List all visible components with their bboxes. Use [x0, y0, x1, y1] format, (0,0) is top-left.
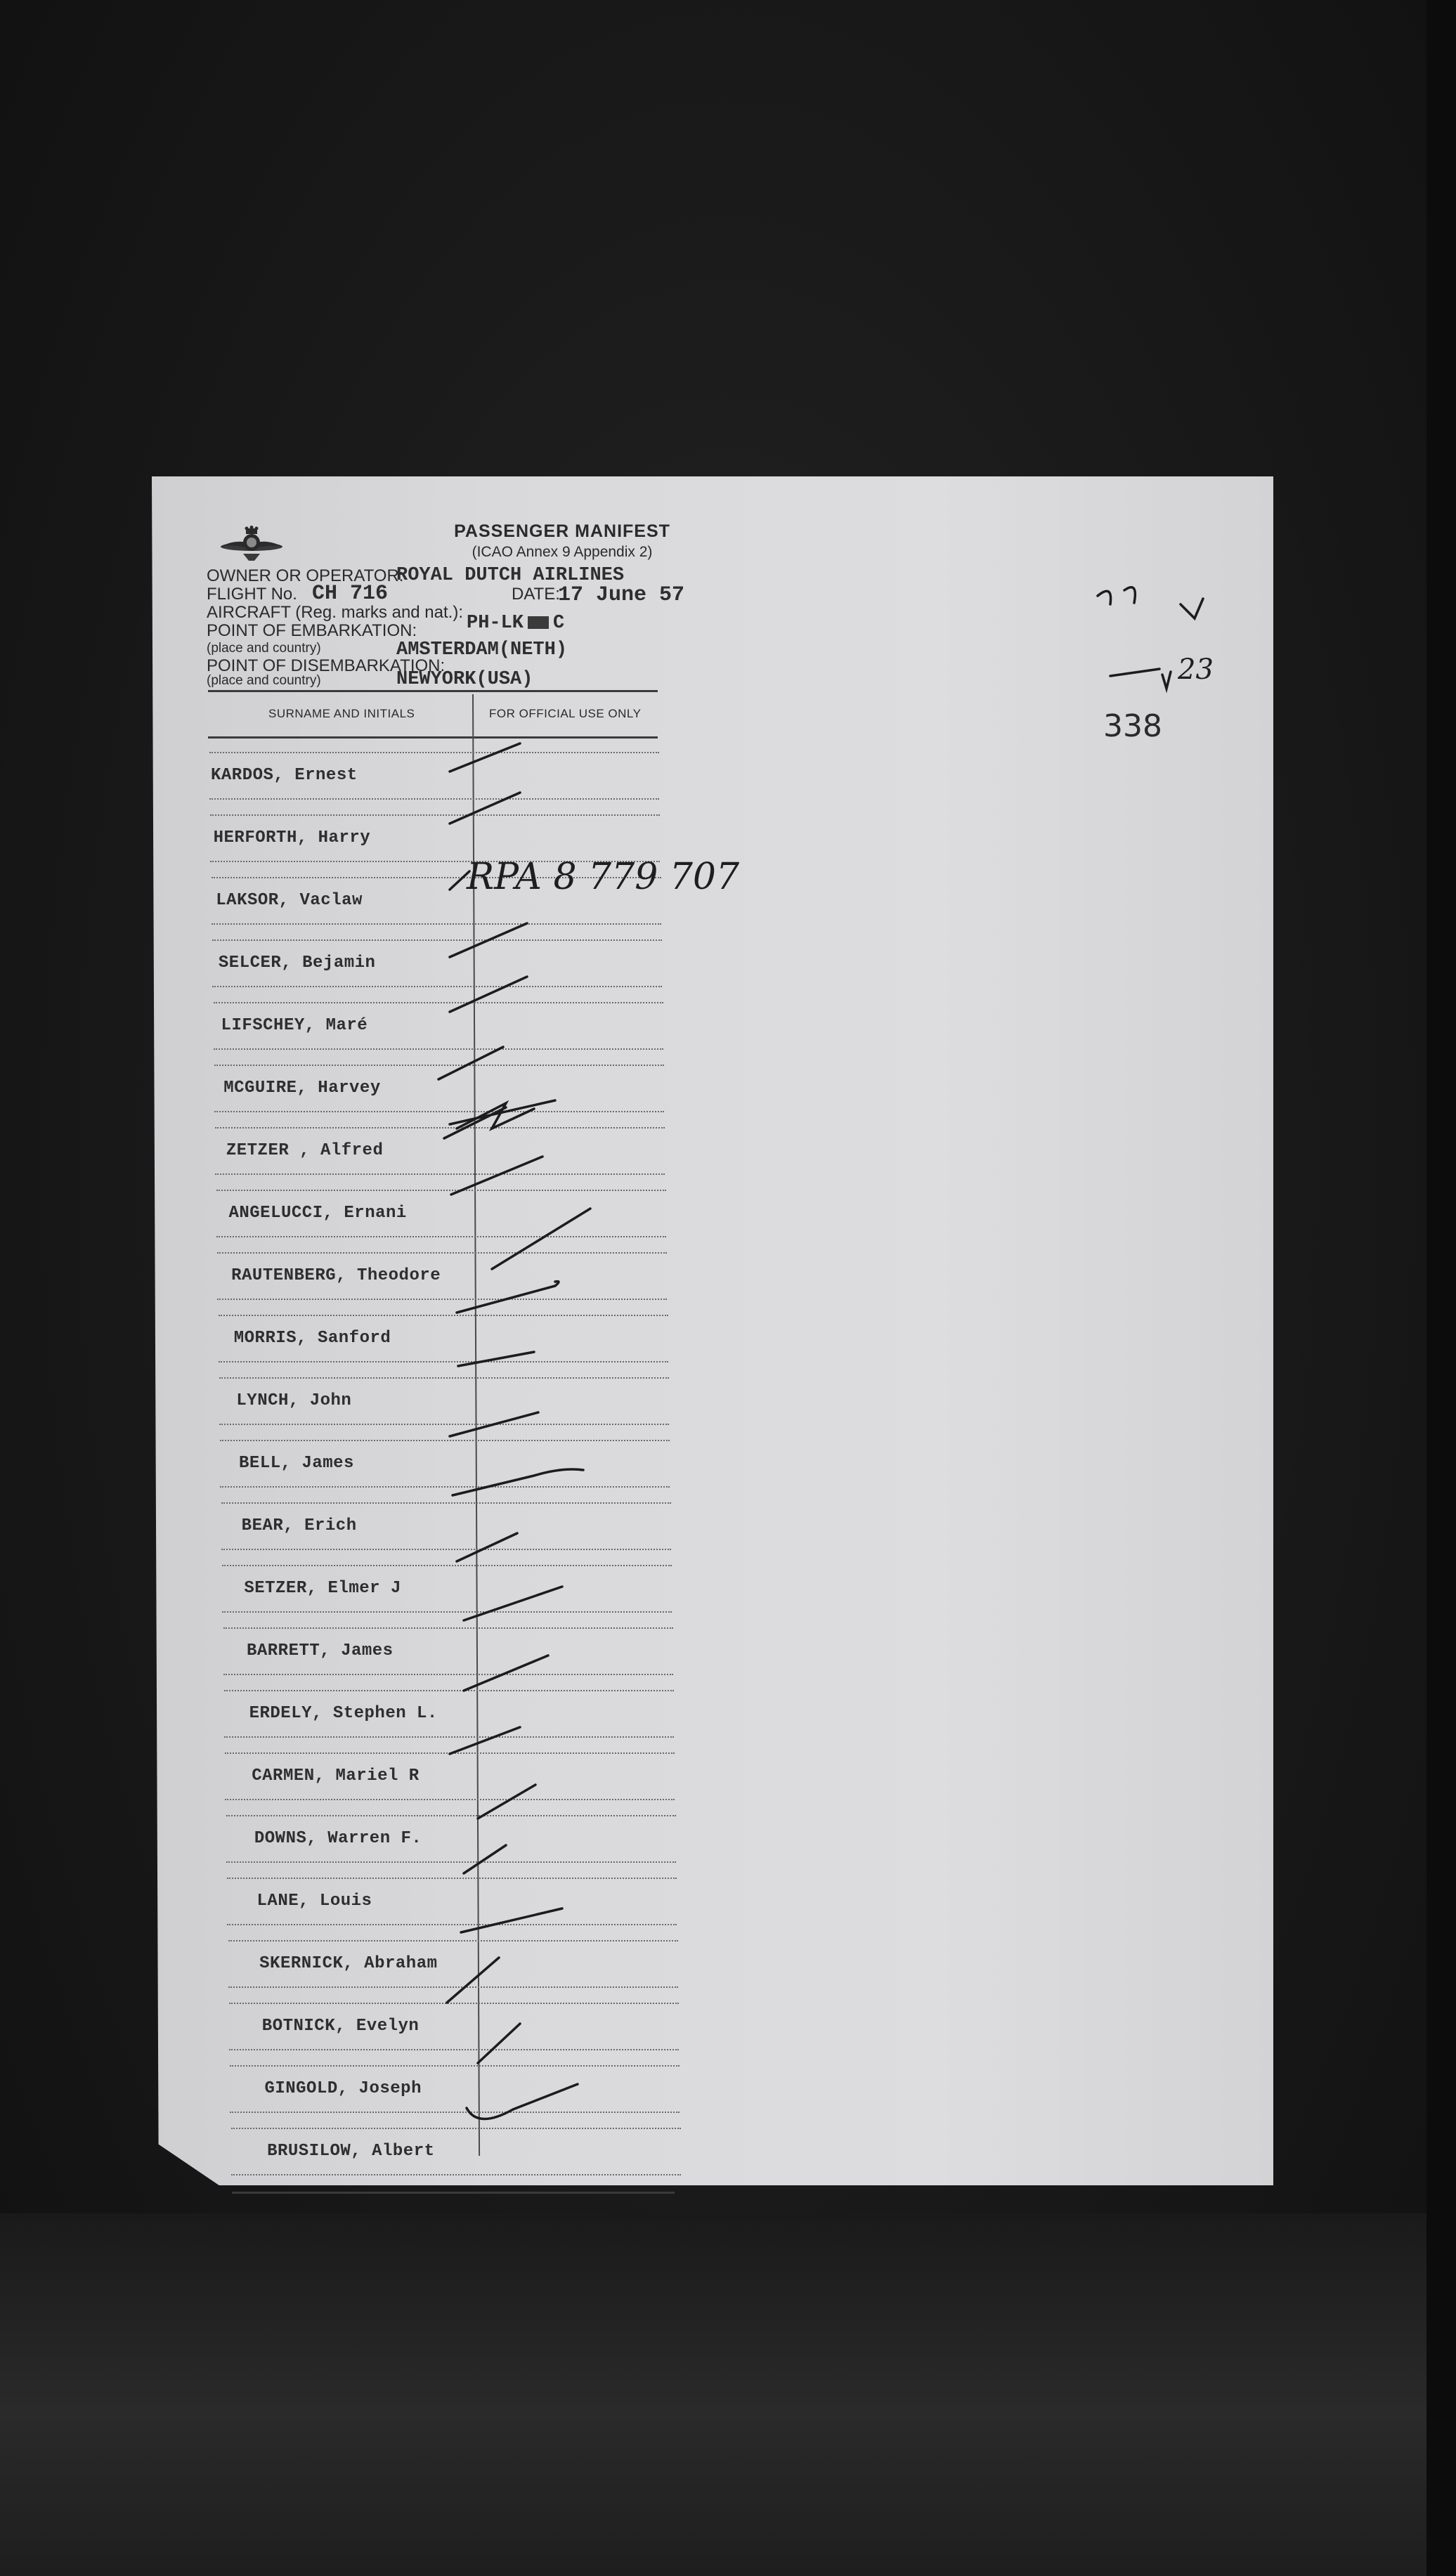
column-header-rule: [208, 736, 658, 739]
row-rule: [216, 1190, 666, 1191]
passenger-name: BELL, James: [239, 1454, 354, 1473]
row-rule: [229, 2049, 679, 2050]
row-rule: [212, 939, 662, 941]
passenger-name: SKERNICK, Abraham: [259, 1954, 438, 1973]
row-rule: [209, 798, 659, 800]
passenger-name: LIFSCHEY, Maré: [221, 1016, 368, 1035]
table-bottom-rule: [232, 2192, 675, 2194]
aircraft-suffix: C: [553, 613, 565, 634]
flight-value: CH 716: [312, 582, 389, 606]
row-rule: [226, 1815, 676, 1816]
embarkation-value: AMSTERDAM(NETH): [396, 639, 568, 661]
row-rule: [215, 1173, 665, 1175]
row-rule: [220, 1440, 670, 1441]
passenger-name: RAUTENBERG, Theodore: [231, 1266, 441, 1285]
row-rule: [215, 1127, 665, 1128]
aircraft-value: [467, 613, 564, 634]
passenger-name: ANGELUCCI, Ernani: [228, 1204, 407, 1223]
header-rule: [208, 690, 658, 692]
disembarkation-label: POINT OF DISEMBARKATION:: [207, 656, 446, 675]
page-number: 338: [1103, 708, 1162, 744]
passenger-name: BARRETT, James: [246, 1641, 394, 1660]
passenger-name: LANE, Louis: [256, 1892, 372, 1911]
row-rule: [216, 1236, 666, 1237]
row-rule: [221, 1502, 671, 1504]
row-rule: [227, 1878, 677, 1879]
row-rule: [219, 1361, 668, 1362]
row-rule: [209, 752, 659, 753]
disembarkation-sublabel: (place and country): [207, 673, 321, 688]
row-rule: [229, 2003, 679, 2004]
passenger-name: ZETZER , Alfred: [226, 1141, 384, 1160]
passenger-name: SELCER, Bejamin: [218, 954, 376, 972]
count-top: [1099, 575, 1140, 613]
row-rule: [230, 2112, 680, 2113]
passenger-name: ERDELY, Stephen L.: [249, 1704, 438, 1723]
row-rule: [225, 1799, 675, 1800]
row-rule: [210, 814, 660, 816]
date-value: 17 June 57: [558, 583, 685, 607]
embarkation-label: POINT OF EMBARKATION:: [207, 621, 417, 640]
passenger-name: MORRIS, Sanford: [233, 1329, 391, 1348]
disembarkation-value: NEWYORK(USA): [396, 669, 533, 690]
row-rule: [214, 1002, 663, 1003]
row-rule: [228, 1940, 678, 1941]
passenger-name: KARDOS, Ernest: [211, 766, 358, 785]
form-subtitle: (ICAO Annex 9 Appendix 2): [472, 544, 653, 560]
row-rule: [219, 1377, 669, 1379]
row-rule: [214, 1065, 664, 1066]
surname-column-header: SURNAME AND INITIALS: [268, 707, 415, 720]
passenger-name: CARMEN, Mariel R: [252, 1767, 420, 1785]
embarkation-sublabel: (place and country): [207, 641, 321, 656]
count-bottom: 23: [1178, 653, 1214, 686]
row-rule: [223, 1627, 673, 1629]
row-rule: [217, 1252, 667, 1254]
handwritten-note: RPA 8 779 707: [467, 856, 740, 898]
passenger-name: GINGOLD, Joseph: [264, 2079, 422, 2098]
row-rule: [225, 1752, 675, 1754]
owner-label: OWNER OR OPERATOR:: [207, 566, 404, 585]
passenger-name: BEAR, Erich: [241, 1516, 357, 1535]
row-rule: [231, 2174, 681, 2175]
passenger-name: DOWNS, Warren F.: [254, 1829, 422, 1848]
row-rule: [231, 2128, 681, 2129]
date-label: DATE:: [512, 585, 560, 604]
owner-value: ROYAL DUTCH AIRLINES: [396, 565, 625, 586]
row-rule: [221, 1549, 671, 1550]
row-rule: [212, 923, 661, 925]
row-rule: [224, 1690, 674, 1691]
row-rule: [212, 986, 662, 987]
passenger-name: LAKSOR, Vaclaw: [216, 891, 363, 910]
official-column-header: FOR OFFICIAL USE ONLY: [489, 707, 642, 720]
scan-edge: [1426, 0, 1456, 2576]
passenger-name: BOTNICK, Evelyn: [261, 2017, 420, 2036]
row-rule: [222, 1565, 672, 1566]
passenger-name: SETZER, Elmer J: [244, 1579, 401, 1598]
row-rule: [220, 1486, 670, 1488]
row-rule: [226, 1861, 676, 1863]
row-rule: [219, 1315, 668, 1316]
row-rule: [217, 1299, 667, 1300]
row-rule: [224, 1736, 674, 1738]
scan-shadow-band: [0, 2213, 1456, 2576]
row-rule: [214, 1048, 663, 1050]
flight-label: FLIGHT No.: [207, 585, 297, 604]
passenger-name: BRUSILOW, Albert: [267, 2142, 435, 2161]
row-rule: [219, 1424, 669, 1425]
klm-crown-logo-icon: [218, 526, 285, 565]
passenger-name: MCGUIRE, Harvey: [223, 1079, 381, 1098]
row-rule: [214, 1111, 664, 1112]
passenger-name: LYNCH, John: [236, 1391, 352, 1410]
row-rule: [223, 1674, 673, 1675]
row-rule: [227, 1924, 677, 1925]
passenger-name: HERFORTH, Harry: [213, 828, 371, 847]
row-rule: [222, 1611, 672, 1613]
aircraft-label: AIRCRAFT (Reg. marks and nat.):: [207, 603, 463, 622]
aircraft-overstrike: [528, 616, 549, 629]
row-rule: [230, 2065, 680, 2067]
aircraft-reg: PH-LK: [467, 613, 524, 634]
form-title: PASSENGER MANIFEST: [454, 521, 670, 541]
row-rule: [228, 1986, 678, 1988]
